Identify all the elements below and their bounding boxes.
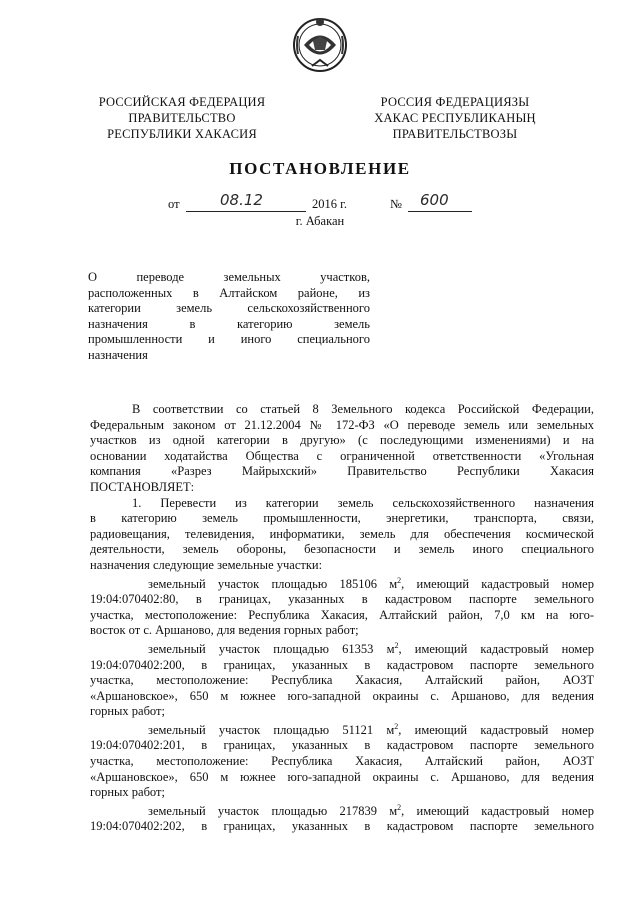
body-line: ПОСТАНОВЛЯЕТ: bbox=[90, 479, 195, 494]
body-line: «Аршановское», 650 м южнее юго-западной окраины с. Аршаново, для ведения bbox=[90, 688, 594, 703]
subject-line: категории земель сельскохозяйственного bbox=[88, 301, 370, 315]
plot-text: земельный участок площадью 61353 м bbox=[148, 641, 395, 656]
body-line: Федеральным законом от 21.12.2004 № 172-ФЗ «О переводе земель или земельных bbox=[90, 417, 594, 432]
body-line: восток от с. Аршаново, для ведения горных работ; bbox=[90, 623, 359, 638]
document-body bbox=[90, 402, 594, 835]
body-line: основании ходатайства Общества с ограниченной ответственности «Угольная bbox=[90, 448, 594, 463]
number-sign-label: № bbox=[390, 197, 402, 211]
plot-text: , имеющий кадастровый номер bbox=[398, 722, 594, 737]
plot-text: земельный участок площадью 185106 м bbox=[148, 576, 398, 591]
document-title: ПОСТАНОВЛЕНИЕ bbox=[229, 159, 411, 178]
date-handwritten: 08.12 bbox=[220, 191, 263, 209]
body-line: деятельности, земель обороны, безопасности и земель иного специального bbox=[90, 542, 594, 557]
subject-line: промышленности и иного специального bbox=[88, 332, 370, 346]
number-underline bbox=[408, 211, 472, 212]
body-line: назначения следующие земельные участки: bbox=[90, 557, 323, 572]
plot-3-first-line bbox=[90, 723, 594, 739]
body-line: 1. Перевести из категории земель сельскохозяйственного назначения bbox=[132, 495, 594, 510]
body-line: радиовещания, телевидения, информатики, земель для обеспечения космической bbox=[90, 526, 594, 541]
header-left-block bbox=[82, 94, 282, 142]
body-line: горных работ; bbox=[90, 785, 165, 800]
header-left-line: ПРАВИТЕЛЬСТВО bbox=[128, 111, 236, 125]
body-line: в категорию земель промышленности, энергетики, транспорта, связи, bbox=[90, 511, 594, 526]
plot-4-first-line bbox=[90, 804, 594, 820]
body-line: участка, местоположение: Республика Хакасия, Алтайский район, АОЗТ bbox=[90, 673, 594, 688]
plot-text: , имеющий кадастровый номер bbox=[401, 803, 594, 818]
plot-2-first-line bbox=[90, 642, 594, 658]
header-right-line: ХАКАС РЕСПУБЛИКАНЫҢ bbox=[374, 111, 536, 125]
header-right-block bbox=[355, 94, 555, 142]
body-line: участков из одной категории в другую» (с последующими изменениями) и на bbox=[90, 433, 594, 448]
date-from-label: от bbox=[168, 197, 180, 211]
superscript: 2 bbox=[394, 721, 399, 731]
body-line: 19:04:070402:201, в границах, указанных в кадастровом паспорте земельного bbox=[90, 738, 594, 753]
body-line: 19:04:070402:200, в границах, указанных в кадастровом паспорте земельного bbox=[90, 657, 594, 672]
subject-block bbox=[88, 270, 370, 363]
subject-line: расположенных в Алтайском районе, из bbox=[88, 285, 370, 300]
plot-text: , имеющий кадастровый номер bbox=[401, 576, 594, 591]
body-line: 19:04:070402:202, в границах, указанных в кадастровом паспорте земельного bbox=[90, 819, 594, 834]
plot-text: земельный участок площадью 217839 м bbox=[148, 803, 398, 818]
coat-of-arms-emblem-icon bbox=[290, 14, 350, 74]
body-line: «Аршановское», 650 м южнее юго-западной окраины с. Аршаново, для ведения bbox=[90, 769, 594, 784]
header-right-line: ПРАВИТЕЛЬСТВОЗЫ bbox=[392, 127, 518, 141]
city-label: г. Абакан bbox=[295, 214, 345, 228]
body-line: участка, местоположение: Республика Хакасия, Алтайский район, 7,0 км на юго- bbox=[90, 607, 594, 622]
body-line: В соответствии со статьей 8 Земельного кодекса Российской Федерации, bbox=[132, 402, 594, 416]
superscript: 2 bbox=[394, 640, 399, 650]
header-left-line: РЕСПУБЛИКИ ХАКАСИЯ bbox=[107, 127, 257, 141]
superscript: 2 bbox=[397, 802, 402, 812]
plot-text: , имеющий кадастровый номер bbox=[398, 641, 594, 656]
number-handwritten: 600 bbox=[420, 191, 449, 209]
subject-line: О переводе земельных участков, bbox=[88, 270, 370, 284]
body-line: 19:04:070402:80, в границах, указанных в кадастровом паспорте земельного bbox=[90, 592, 594, 607]
year-label: 2016 г. bbox=[312, 197, 347, 211]
subject-line: назначения в категорию земель bbox=[88, 316, 370, 331]
body-line: компания «Разрез Майрыхский» Правительство Республики Хакасия bbox=[90, 464, 594, 479]
superscript: 2 bbox=[397, 575, 402, 585]
plot-text: земельный участок площадью 51121 м bbox=[148, 722, 395, 737]
date-underline bbox=[186, 211, 306, 212]
body-line: горных работ; bbox=[90, 704, 165, 719]
body-line: участка, местоположение: Республика Хакасия, Алтайский район, АОЗТ bbox=[90, 754, 594, 769]
plot-1-first-line bbox=[90, 577, 594, 593]
subject-line: назначения bbox=[88, 347, 148, 362]
header-left-line: РОССИЙСКАЯ ФЕДЕРАЦИЯ bbox=[98, 95, 266, 109]
header-right-line: РОССИЯ ФЕДЕРАЦИЯЗЫ bbox=[380, 95, 530, 109]
